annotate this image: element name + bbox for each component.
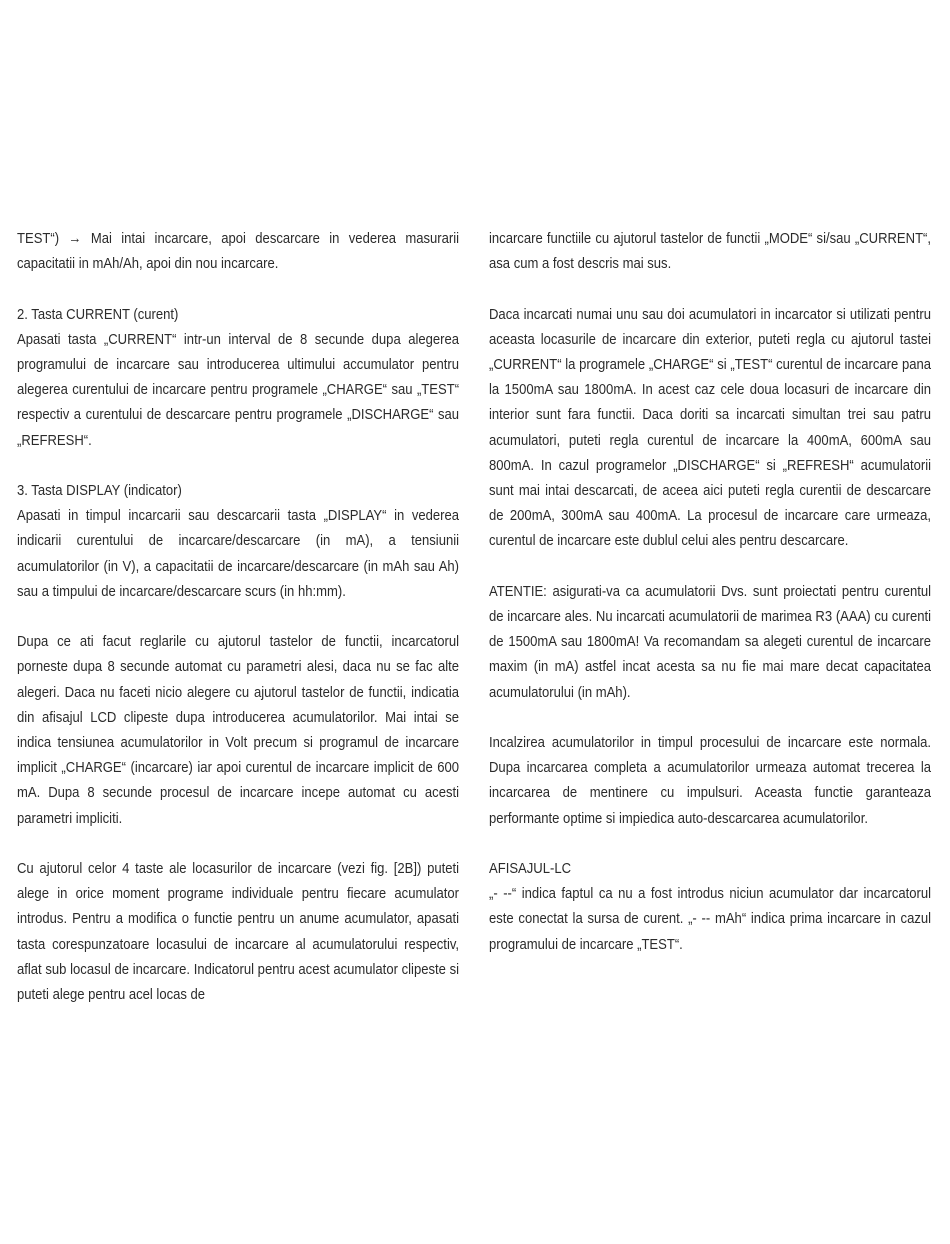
paragraph-test-continuation: TEST“) → Mai intai incarcare, apoi descarcare in vederea masurarii capacitatii in mAh/Ah, apoi din nou incarcare. [17,230,460,273]
heading-display-key: 3. Tasta DISPLAY (indicator) [17,482,182,499]
paragraph-charging-currents: Daca incarcati numai unu sau doi acumulatori in incarcator si utilizati pentru aceasta locasurile de incarcare din exterior, puteti regla cu ajutorul tastei „CURRENT“ la programele „CHARGE“ si „TEST“ curentul de incarcare pana la 1500mA sau 1800mA. In acest caz cele doua locasuri de incarcare din interior sunt fara functii. Daca doriti sa incarcati simultan trei sau patru acumulatori, puteti regla curentul de incarcare la 400mA, 600mA sau 800mA. In cazul programelor „DISCHARGE“ si „REFRESH“ acumulatorii sunt mai intai descarcati, de aceea aici puteti regla curentii de descarcare de 200mA, 300mA sau 400mA. La procesul de incarcare care urmeaza, curentul de incarcare este dublul celui ales pentru descarcare. [489,305,932,550]
paragraph-current-key: Apasati tasta „CURRENT“ intr-un interval de 8 secunde dupa alegerea programului de incarcare sau introducerea ultimului accumulator pentru alegerea curentului de incarcare pentru programele „CHARGE“ sau „TEST“ respectiv a curentului de descarcare pentru programele „DISCHARGE“ sau „REFRESH“. [17,330,460,449]
paragraph-lcd-display: „- --“ indica faptul ca nu a fost introdus niciun acumulator dar incarcatorul este conectat la sursa de curent. „- -- mAh“ indica prima incarcare in cazul programului de incarcare „TEST“. [489,885,932,953]
right-column [489,226,932,982]
paragraph-heating: Incalzirea acumulatorilor in timpul procesului de incarcare este normala. Dupa incarcarea completa a acumulatorilor urmeaza automat trecerea la incarcarea de mentinere cu impulsuri. Aceasta functie garanteaza performante optime si impiedica auto-descarcarea acumulatorilor. [489,734,932,827]
paragraph-slot-functions: incarcare functiile cu ajutorul tastelor de functii „MODE“ si/sau „CURRENT“, asa cum a fost descris mai sus. [489,230,932,273]
paragraph-automatic-start: Dupa ce ati facut reglarile cu ajutorul tastelor de functii, incarcatorul porneste dupa 8 secunde automat cu parametri alesi, daca nu se fac alte alegeri. Daca nu faceti nicio alegere cu ajutorul tastelor de functii, indicatia din afisajul LCD clipeste dupa introducerea acumulatorilor. Mai intai se indica tensiunea acumulatorilor in Volt precum si programul de incarcare implicit „CHARGE“ (incarcare) iar apoi curentul de incarcare implicit de 600 mA. Dupa 8 secunde procesul de incarcare incepe automat cu acesti parametri impliciti. [17,633,460,827]
heading-current-key: 2. Tasta CURRENT (curent) [17,305,179,323]
paragraph-warning: ATENTIE: asigurati-va ca acumulatorii Dvs. sunt proiectati pentru curentul de incarcare ales. Nu incarcati acumulatorii de marimea R3 (AAA) cu curenti de 1500mA sau 1800mA! Va recomandam sa alegeti curentul de incarcare maxim (in mA) astfel incat acesta sa nu fie mai mare decat capacitatea acumulatorului (in mAh). [489,582,932,701]
paragraph-display-key: Apasati in timpul incarcarii sau descarcarii tasta „DISPLAY“ in vederea indicarii curentului de incarcare/descarcare (in mA), a tensiunii acumulatorilor (in V), a capacitatii de incarcare/descarcare (in mAh sau Ah) sau a timpului de incarcare/descarcare scurs (in hh:mm). [17,507,460,600]
heading-lcd-display: AFISAJUL-LC [489,860,572,878]
left-column [17,226,460,1032]
paragraph-slot-keys: Cu ajutorul celor 4 taste ale locasurilor de incarcare (vezi fig. [2B]) puteti alege in orice moment programe individuale pentru fiecare acumulator introdus. Pentru a modifica o functie pentru un anume acumulator, apasati tasta corespunzatoare locasului de incarcare al acumulatorului respectiv, aflat sub locasul de incarcare. Indicatorul pentru acest acumulator clipeste si puteti alege pentru acel locas de [17,860,460,1004]
